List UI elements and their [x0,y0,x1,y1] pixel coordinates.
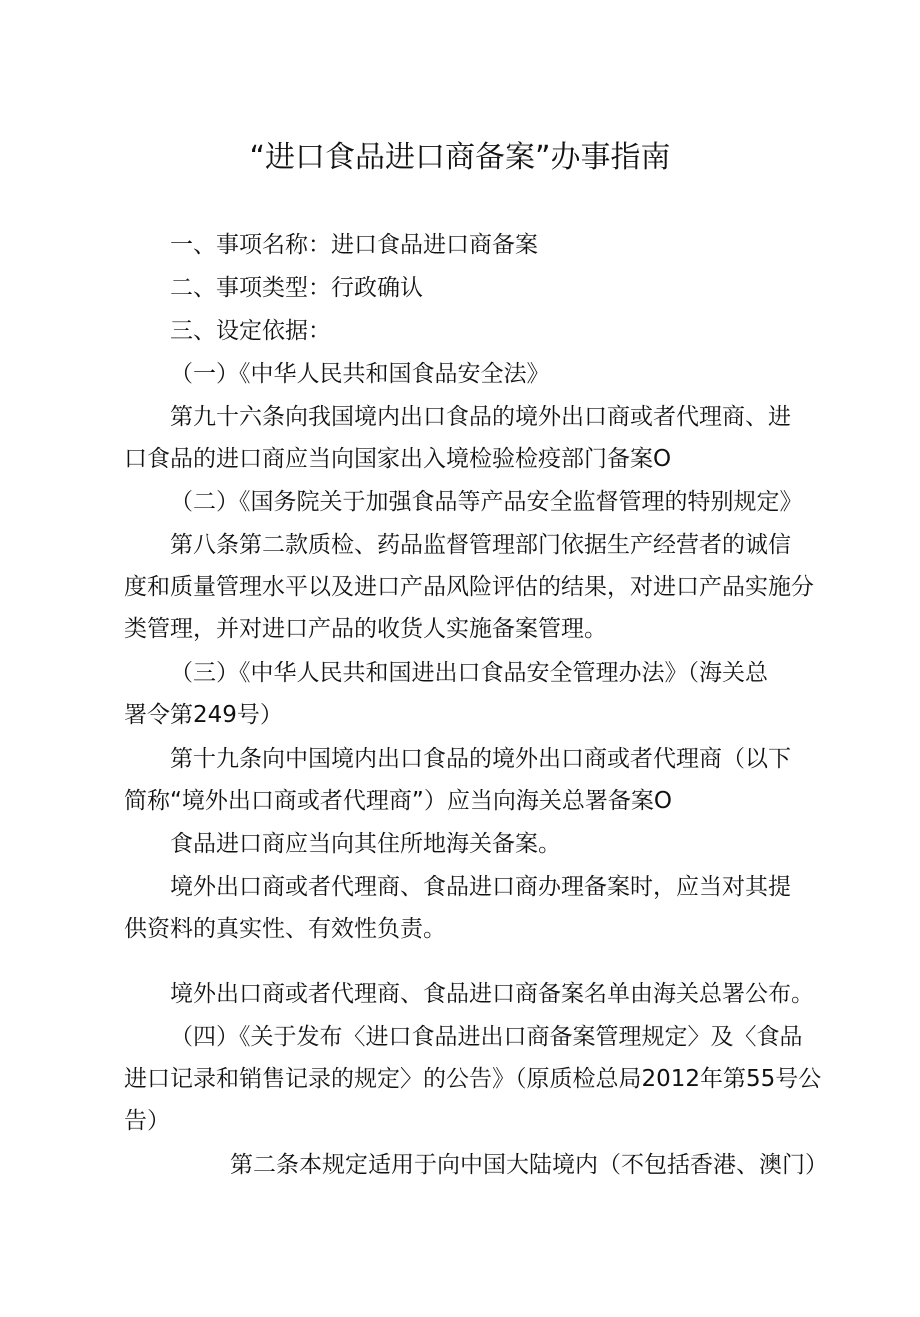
paragraph-basis-3-heading [124,652,768,736]
paragraph-line: 食品进口商应当向其住所地海关备案。 [170,831,561,857]
paragraph-line: 口食品的进口商应当向国家出入境检验检疫部门备案O [124,446,672,472]
paragraph-line: 类管理，并对进口产品的收货人实施备案管理。 [124,616,607,642]
paragraph-article-8 [124,524,814,650]
document-title: “进口食品进口商备案”办事指南 [249,140,671,175]
paragraph-line: 第二条本规定适用于向中国大陆境内（不包括香港、澳门） [230,1152,828,1178]
paragraph-importer-filing [170,823,561,865]
paragraph-basis-2-heading [170,481,803,523]
paragraph-line: 境外出口商或者代理商、食品进口商备案名单由海关总署公布。 [170,981,814,1007]
paragraph-basis-1-heading [170,353,550,395]
paragraph-line: （三）《中华人民共和国进出口食品安全管理办法》（海关总 [170,660,768,686]
paragraph-line: 进口记录和销售记录的规定〉的公告》（原质检总局2012年第55号公 [124,1066,822,1092]
paragraph-article-2 [230,1144,828,1186]
paragraph-article-19 [124,738,791,822]
paragraph-line: 度和质量管理水平以及进口产品风险评估的结果，对进口产品实施分 [124,574,814,600]
paragraph-basis-heading [170,310,331,352]
paragraph-line: （一）《中华人民共和国食品安全法》 [170,361,550,387]
paragraph-line: 二、事项类型：行政确认 [170,275,423,301]
paragraph-article-96 [124,396,791,480]
paragraph-line: 第八条第二款质检、药品监督管理部门依据生产经营者的诚信 [170,532,791,558]
paragraph-basis-4-heading [124,1016,821,1142]
paragraph-line: 署令第249号） [124,702,283,728]
paragraph-line: 告） [124,1108,170,1134]
paragraph-line: 第十九条向中国境内出口食品的境外出口商或者代理商（以下 [170,746,791,772]
paragraph-line: 供资料的真实性、有效性负责。 [124,916,446,942]
paragraph-item-name [170,224,538,266]
paragraph-publication [170,973,814,1015]
paragraph-line: 境外出口商或者代理商、食品进口商办理备案时，应当对其提 [170,874,791,900]
paragraph-line: （二）《国务院关于加强食品等产品安全监督管理的特别规定》 [170,489,803,515]
paragraph-line: （四）《关于发布〈进口食品进出口商备案管理规定〉及〈食品 [170,1024,803,1050]
paragraph-line: 三、设定依据： [170,318,331,344]
paragraph-responsibility [124,866,791,950]
paragraph-line: 简称“境外出口商或者代理商”）应当向海关总署备案O [124,788,672,814]
paragraph-item-type [170,267,423,309]
paragraph-line: 一、事项名称：进口食品进口商备案 [170,232,538,258]
paragraph-line: 第九十六条向我国境内出口食品的境外出口商或者代理商、进 [170,404,791,430]
